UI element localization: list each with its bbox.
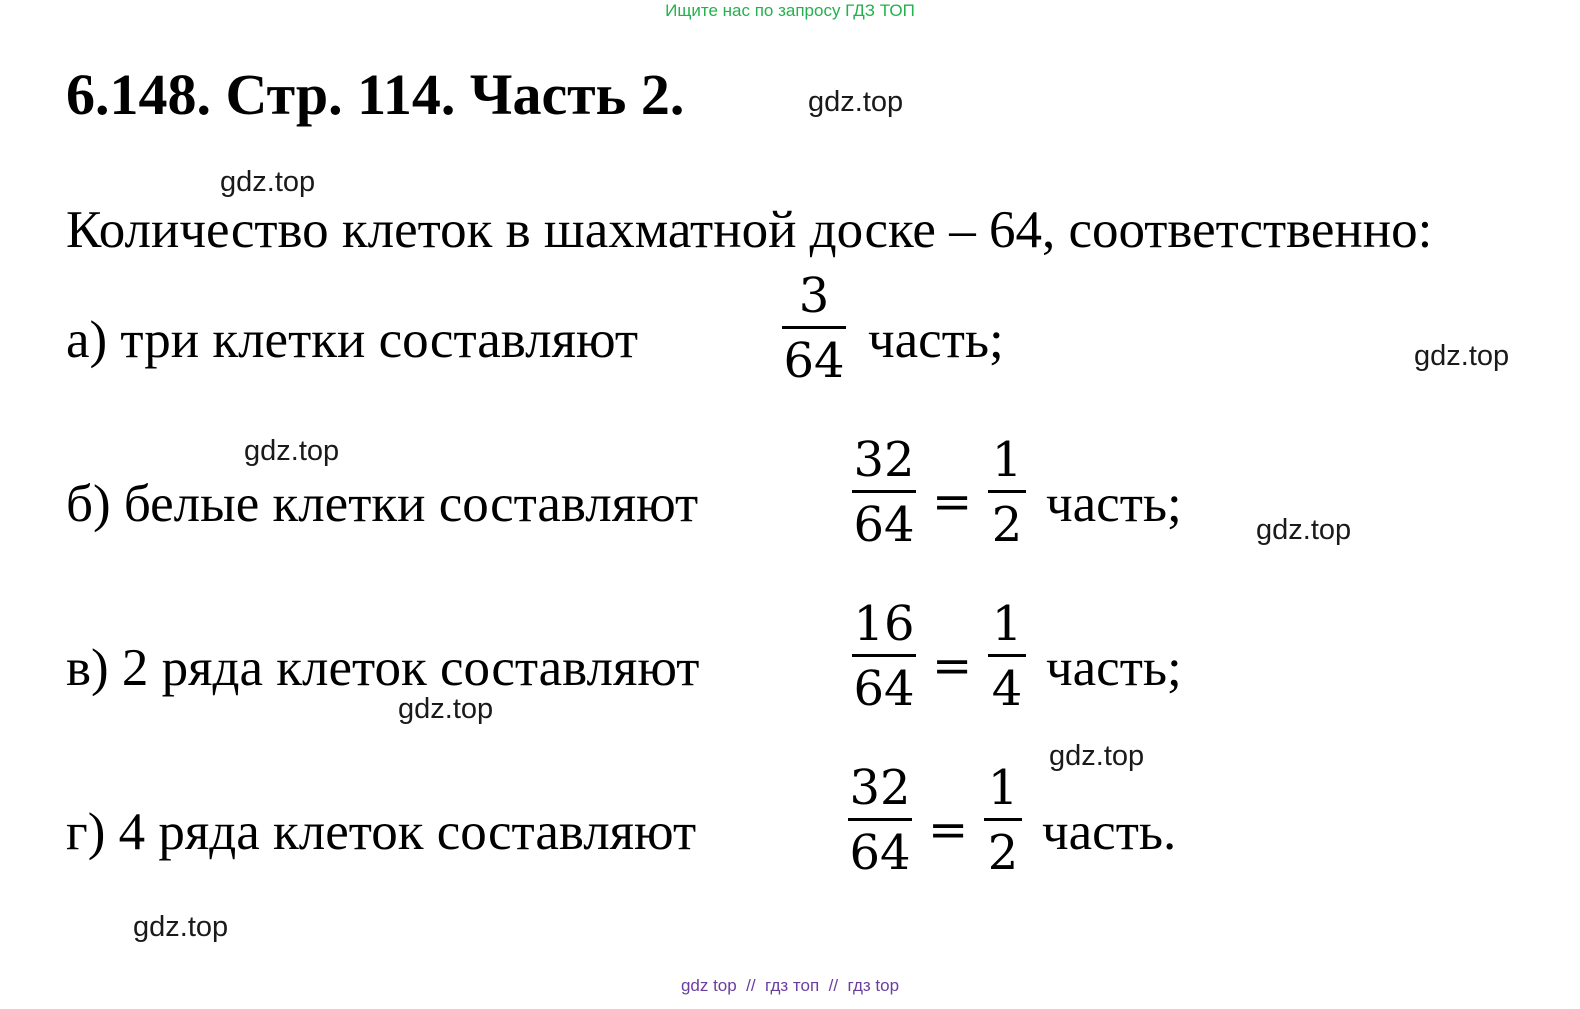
numerator: 32 bbox=[849, 760, 911, 816]
item-d-suffix: часть. bbox=[1042, 803, 1177, 861]
item-d-text: г) 4 ряда клеток составляют bbox=[66, 803, 697, 861]
fraction-bar bbox=[988, 490, 1026, 493]
numerator: 1 bbox=[987, 760, 1019, 816]
denominator: 64 bbox=[853, 497, 915, 553]
item-a-text: а) три клетки составляют bbox=[66, 311, 639, 369]
denominator: 2 bbox=[987, 825, 1019, 881]
numerator: 16 bbox=[853, 596, 915, 652]
watermark: gdz.top bbox=[1256, 514, 1352, 546]
watermark: gdz.top bbox=[1414, 340, 1510, 372]
numerator: 1 bbox=[991, 432, 1023, 488]
item-a-suffix: часть; bbox=[868, 311, 1004, 369]
equals-sign: = bbox=[928, 802, 969, 858]
page-title: 6.148. Стр. 114. Часть 2. bbox=[66, 62, 685, 127]
equals-sign: = bbox=[932, 474, 973, 530]
fraction-bar bbox=[988, 654, 1026, 657]
item-d-fraction-1 bbox=[848, 760, 912, 881]
equals-sign: = bbox=[932, 638, 973, 694]
watermark: gdz.top bbox=[808, 86, 904, 118]
intro-text: Количество клеток в шахматной доске – 64, соответственно: bbox=[66, 201, 1433, 259]
denominator: 64 bbox=[783, 333, 845, 389]
item-c-fraction-2 bbox=[988, 596, 1026, 717]
footer-links[interactable]: gdz top // гдз топ // гдз top bbox=[680, 976, 900, 995]
numerator: 1 bbox=[991, 596, 1023, 652]
search-banner[interactable]: Ищите нас по запросу ГДЗ ТОП bbox=[665, 1, 915, 20]
denominator: 64 bbox=[849, 825, 911, 881]
item-a-fraction bbox=[782, 268, 846, 389]
denominator: 64 bbox=[853, 661, 915, 717]
watermark: gdz.top bbox=[398, 693, 494, 725]
watermark: gdz.top bbox=[220, 166, 316, 198]
item-b-text: б) белые клетки составляют bbox=[66, 475, 699, 533]
item-c-suffix: часть; bbox=[1046, 639, 1182, 697]
fraction-bar bbox=[848, 818, 912, 821]
fraction-bar bbox=[782, 326, 846, 329]
item-d-fraction-2 bbox=[984, 760, 1022, 881]
fraction-bar bbox=[852, 654, 916, 657]
numerator: 32 bbox=[853, 432, 915, 488]
denominator: 2 bbox=[991, 497, 1023, 553]
fraction-bar bbox=[984, 818, 1022, 821]
item-b-suffix: часть; bbox=[1046, 475, 1182, 533]
watermark: gdz.top bbox=[1049, 740, 1145, 772]
watermark: gdz.top bbox=[244, 435, 340, 467]
item-b-fraction-2 bbox=[988, 432, 1026, 553]
item-b-fraction-1 bbox=[852, 432, 916, 553]
numerator: 3 bbox=[798, 268, 830, 324]
fraction-bar bbox=[852, 490, 916, 493]
item-c-fraction-1 bbox=[852, 596, 916, 717]
watermark: gdz.top bbox=[133, 911, 229, 943]
item-c-text: в) 2 ряда клеток составляют bbox=[66, 639, 700, 697]
denominator: 4 bbox=[991, 661, 1023, 717]
